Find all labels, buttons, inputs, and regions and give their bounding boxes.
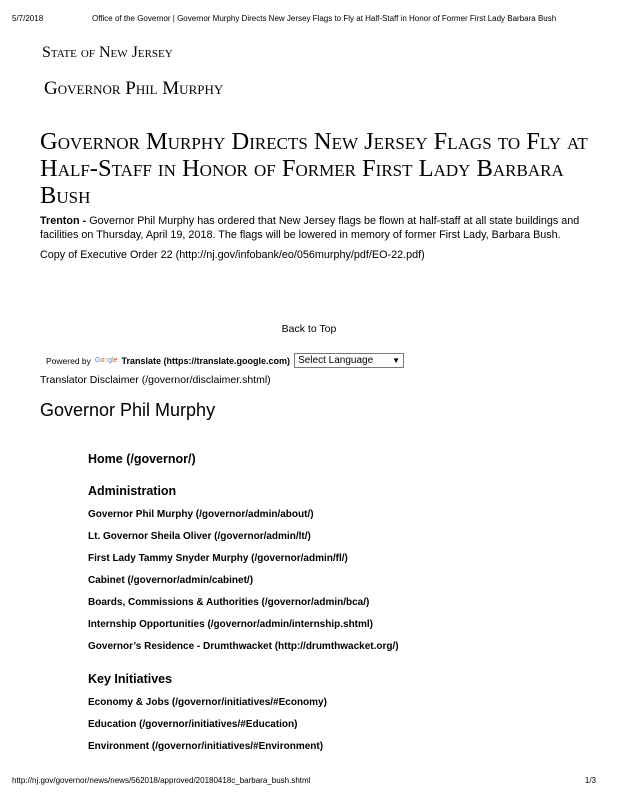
nav-link-cabinet[interactable]: Cabinet (/governor/admin/cabinet/) — [88, 575, 254, 586]
footer-nav — [88, 452, 588, 758]
nav-link-economy[interactable]: Economy & Jobs (/governor/initiatives/#Economy) — [88, 697, 327, 708]
nav-link-education[interactable]: Education (/governor/initiatives/#Education) — [88, 719, 298, 730]
nav-home-link[interactable]: Home (/governor/) — [88, 452, 196, 466]
nav-link-boards[interactable]: Boards, Commissions & Authorities (/governor/admin/bca/) — [88, 597, 370, 608]
google-logo-letter: o — [100, 357, 105, 364]
page-number: 1/3 — [584, 776, 596, 785]
nav-link-governor[interactable]: Governor Phil Murphy (/governor/admin/about/) — [88, 509, 314, 520]
google-logo-letter: G — [94, 357, 101, 364]
nav-heading-administration: Administration — [88, 484, 177, 498]
nav-link-first-lady[interactable]: First Lady Tammy Snyder Murphy (/governor/admin/fl/) — [88, 553, 348, 564]
nav-link-environment[interactable]: Environment (/governor/initiatives/#Environment) — [88, 741, 324, 752]
executive-order-link[interactable]: Copy of Executive Order 22 (http://nj.gov/infobank/eo/056murphy/pdf/EO-22.pdf) — [40, 249, 425, 261]
print-header — [12, 14, 606, 23]
google-logo-letter: e — [113, 357, 118, 364]
print-date: 5/7/2018 — [12, 14, 44, 23]
dateline: Trenton - — [40, 215, 87, 227]
nav-link-residence[interactable]: Governor’s Residence - Drumthwacket (http://drumthwacket.org/) — [88, 641, 399, 652]
nav-link-internship[interactable]: Internship Opportunities (/governor/admin/internship.shtml) — [88, 619, 374, 630]
google-logo-letter: g — [108, 357, 113, 364]
dropdown-arrow-icon: ▼ — [392, 356, 401, 365]
language-select-value: Select Language — [298, 355, 374, 366]
translate-link[interactable]: Translate (https://translate.google.com) — [121, 355, 291, 366]
nav-heading-initiatives: Key Initiatives — [88, 672, 173, 686]
translator-disclaimer-link[interactable]: Translator Disclaimer (/governor/disclaimer.shtml) — [40, 374, 271, 386]
article-headline: Governor Murphy Directs New Jersey Flags to Fly at Half-Staff in Honor of Former First Lady Barbara Bush — [40, 128, 588, 209]
print-page-title: Office of the Governor | Governor Murphy Directs New Jersey Flags to Fly at Half-Staff in Honor of Former First Lady Barbara Bush — [92, 14, 557, 23]
state-of-new-jersey-link[interactable]: State of New Jersey — [42, 44, 173, 61]
print-footer — [12, 776, 596, 785]
article-text: Governor Phil Murphy has ordered that New Jersey flags be flown at half-staff at all state buildings and facilities on Thursday, April 19, 2018. The flags will be lowered in memory of former First Lady, Barbara Bush. — [40, 215, 580, 241]
governor-masthead-link[interactable]: Governor Phil Murphy — [44, 78, 224, 99]
google-logo-letter: l — [112, 357, 114, 364]
article-body — [40, 214, 585, 268]
powered-by-label: Powered by — [46, 355, 91, 366]
nav-link-lt-governor[interactable]: Lt. Governor Sheila Oliver (/governor/admin/lt/) — [88, 531, 311, 542]
google-logo — [95, 357, 118, 364]
google-translate-widget — [46, 353, 404, 368]
footer-title: Governor Phil Murphy — [40, 400, 216, 420]
article-paragraph — [40, 214, 585, 242]
language-select[interactable] — [294, 353, 404, 368]
print-url: http://nj.gov/governor/news/news/562018/approved/20180418c_barbara_bush.shtml — [12, 776, 311, 785]
google-logo-letter: o — [104, 357, 109, 364]
back-to-top-link[interactable]: Back to Top — [281, 323, 337, 335]
